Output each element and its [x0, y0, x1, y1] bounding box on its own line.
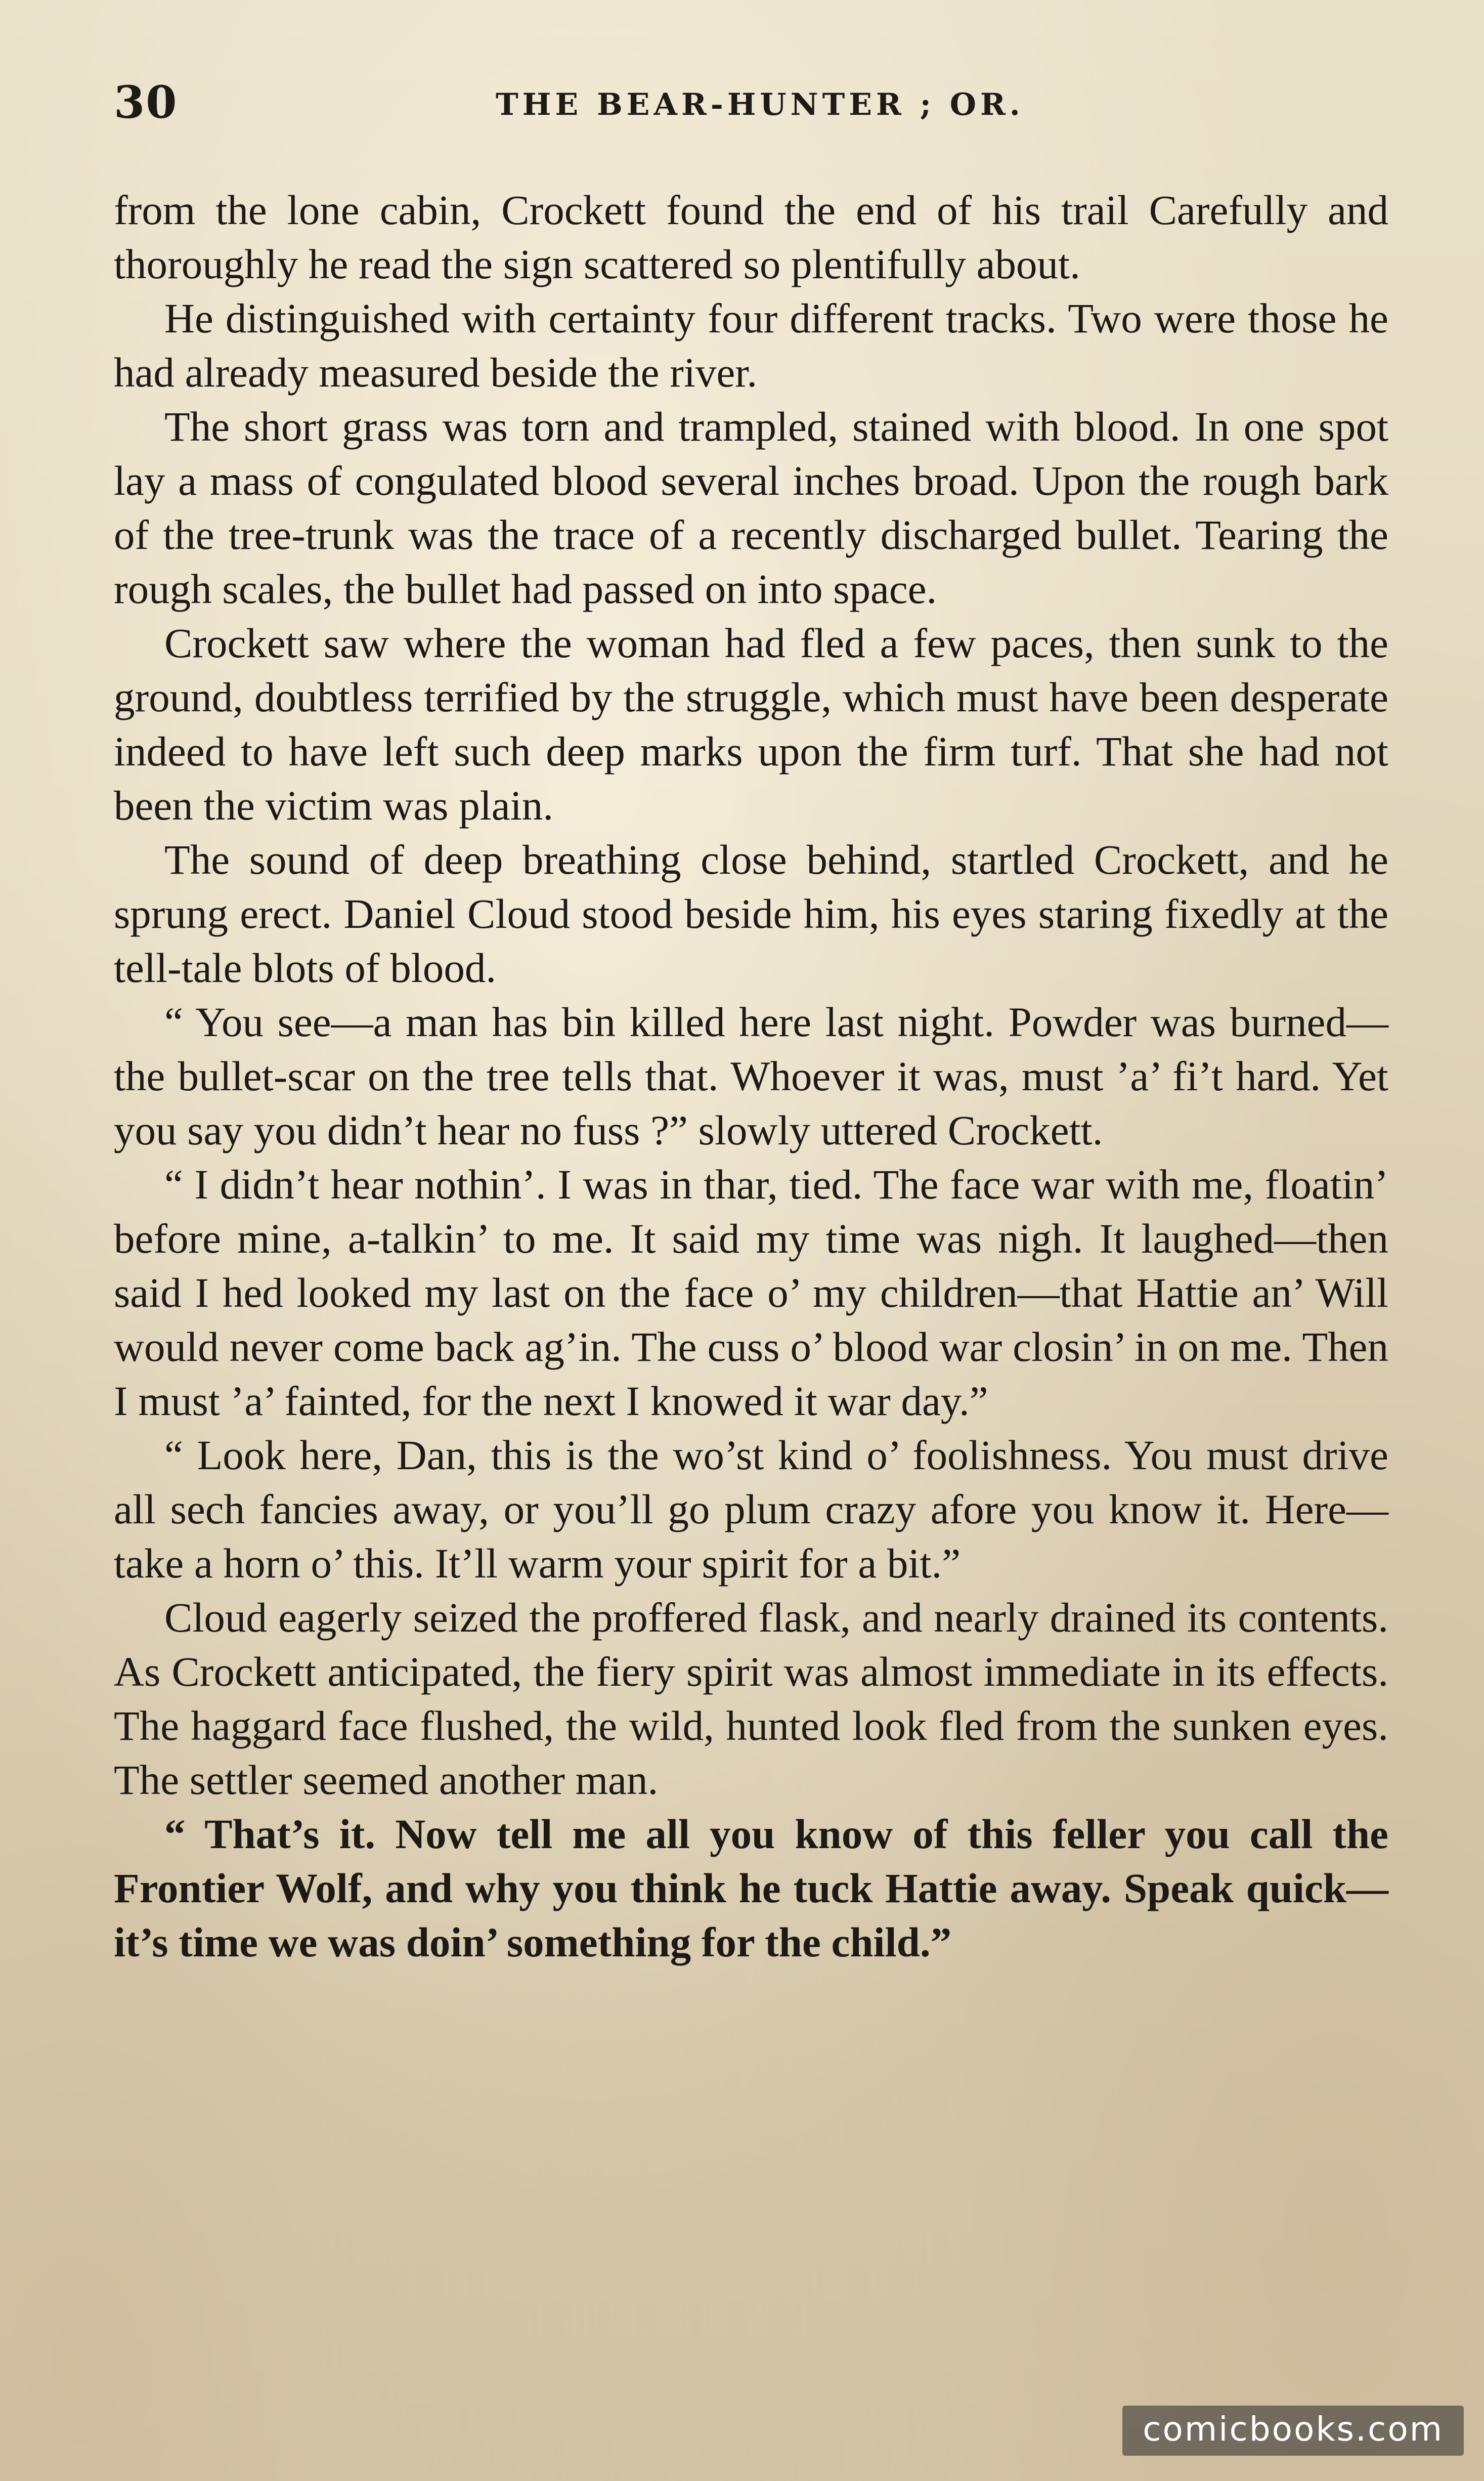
paragraph: Crockett saw where the woman had fled a few paces, then sunk to the ground, doubtless terrified by the struggle, which must have been desperate indeed to have left such deep marks upon the firm turf. That she had not been the victim was plain.: [114, 620, 1388, 829]
page-number: 30: [114, 76, 178, 129]
paragraph: “ I didn’t hear nothin’. I was in thar, tied. The face war with me, floatin’ before mine, a-talkin’ to me. It said my time was nigh. It laughed—then said I hed looked my last on the face o’ my children—that Hattie an’ Will would never come back ag’in. The cuss o’ blood war closin’ in on me. Then I must ’a’ fainted, for the next I knowed it war day.”: [114, 1161, 1388, 1424]
paragraph: He distinguished with certainty four different tracks. Two were those he had already measured beside the river.: [114, 295, 1388, 396]
paragraph: The short grass was torn and trampled, stained with blood. In one spot lay a mass of congulated blood several inches broad. Upon the rough bark of the tree-trunk was the trace of a recently discharged bullet. Tearing the rough scales, the bullet had passed on into space.: [114, 403, 1388, 612]
paragraph: Cloud eagerly seized the proffered flask, and nearly drained its contents. As Crockett anticipated, the fiery spirit was almost immediate in its effects. The haggard face flushed, the wild, hunted look fled from the sunken eyes. The settler seemed another man.: [114, 1594, 1388, 1803]
running-title: THE BEAR-HUNTER ; OR.: [496, 87, 1024, 122]
paragraph: The sound of deep breathing close behind, startled Crockett, and he sprung erect. Daniel Cloud stood beside him, his eyes staring fixedly at the tell-tale blots of blood.: [114, 836, 1388, 991]
body-text: [114, 183, 1388, 1970]
page-header: [114, 76, 1393, 137]
paragraph: “ That’s it. Now tell me all you know of this feller you call the Frontier Wolf, and why you think he tuck Hattie away. Speak quick—it’s time we was doin’ something for the child.”: [114, 1811, 1388, 1965]
paragraph: from the lone cabin, Crockett found the end of his trail Carefully and thoroughly he read the sign scattered so plentifully about.: [114, 187, 1388, 287]
paragraph: “ Look here, Dan, this is the wo’st kind o’ foolishness. You must drive all sech fancies away, or you’ll go plum crazy afore you know it. Here—take a horn o’ this. It’ll warm your spirit for a bit.”: [114, 1432, 1388, 1587]
paragraph: “ You see—a man has bin killed here last night. Powder was burned—the bullet-scar on the tree tells that. Whoever it was, must ’a’ fi’t hard. Yet you say you didn’t hear no fuss ?” slowly uttered Crockett.: [114, 999, 1388, 1153]
watermark: comicbooks.com: [1122, 2406, 1464, 2456]
